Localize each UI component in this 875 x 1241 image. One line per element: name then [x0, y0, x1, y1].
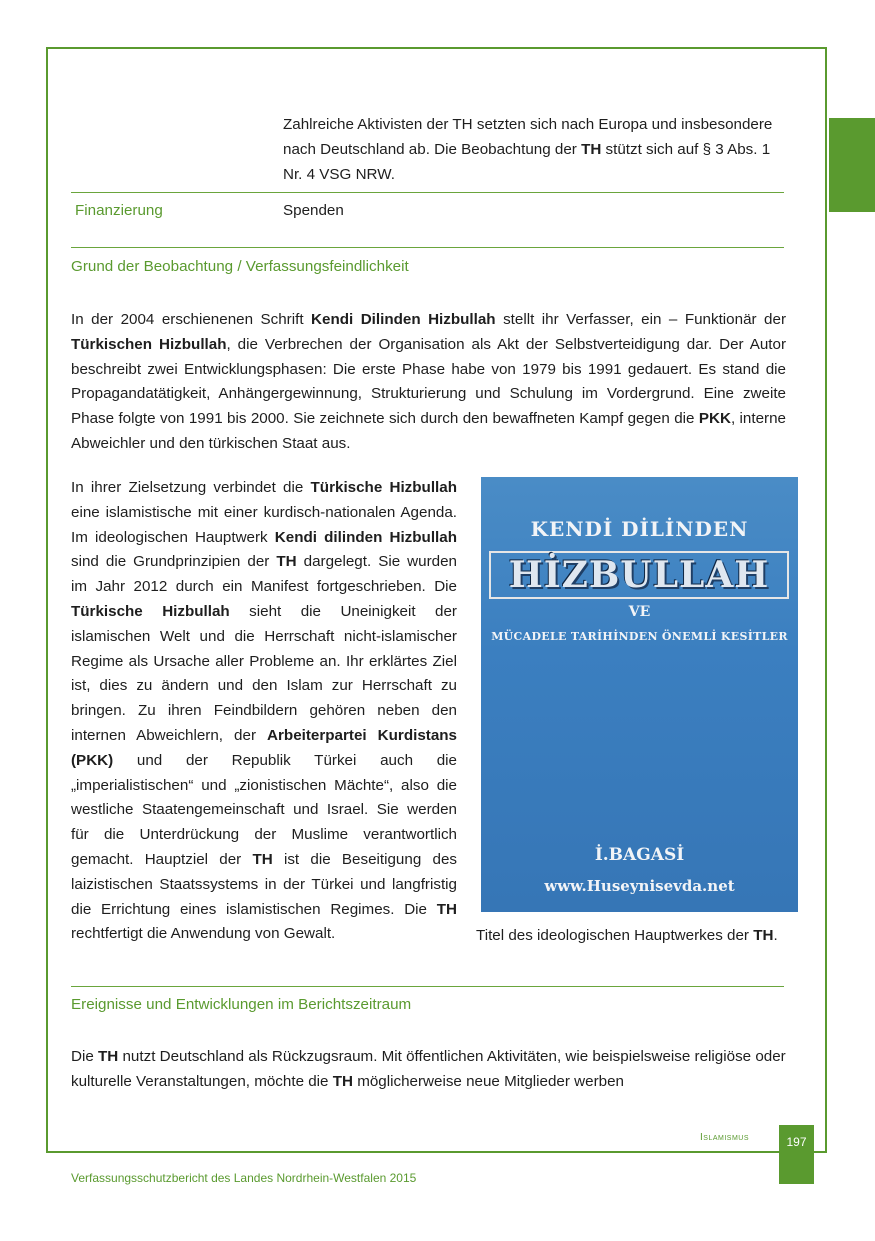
- bold-run: Kendi dilinden Hizbullah: [274, 528, 457, 546]
- text-run: Die: [71, 1048, 99, 1065]
- text-run: nutzt Deutschland als Rückzugsraum. Mit öffentlichen Aktivitäten, wie beispielsweise religiöse oder kulturelle Veranstaltungen, möchte die: [71, 1048, 786, 1090]
- section-heading-observation: Grund der Beobachtung / Verfassungsfeindlichkeit: [71, 258, 409, 275]
- bold-run: Türkische Hizbullah: [71, 602, 230, 620]
- text-run: .: [773, 927, 778, 944]
- bold-run: TH: [252, 850, 273, 868]
- divider: [71, 192, 784, 193]
- cover-title-box: [489, 551, 789, 599]
- paragraph-objectives: [71, 476, 457, 947]
- text-run: dargelegt. Sie wurden im Jahr 2012 durch ein Manifest fortgeschrieben. Die: [71, 553, 457, 596]
- intro-text-end: stützt sich auf § 3 Abs. 1 Nr. 4 VSG NRW.: [283, 140, 771, 183]
- text-run: , die Verbrechen der Organisation als Akt der Selbstverteidigung dar. Der Autor beschreibt zwei Entwicklungsphasen: Die erste Phase habe von 1979 bis 1991 gedauert. Es stand die Propagandatätigkeit, Anhängergewinnung, Strukturierung und Schulung im Vordergrund. Eine zweite Phase folgte von 1991 bis 2000. Sie zeichnete sich durch den bewaffneten Kampf gegen die: [71, 335, 786, 428]
- text-run: eine islamistische mit einer kurdisch-nationalen Agenda. Im ideologischen Hauptwerk: [71, 503, 457, 546]
- divider: [71, 986, 784, 987]
- text-run: Titel des ideologischen Hauptwerkes der: [476, 927, 754, 944]
- bold-run: TH: [436, 900, 457, 918]
- cover-title-main: HİZBULLAH: [508, 554, 770, 596]
- cover-subtitle: MÜCADELE TARİHİNDEN ÖNEMLİ KESİTLER: [491, 630, 788, 643]
- bold-run: Kendi Dilinden Hizbullah: [311, 311, 496, 328]
- image-caption: [476, 924, 796, 949]
- cover-subtitle-ve: VE: [628, 604, 651, 620]
- bold-run: TH: [332, 1072, 353, 1090]
- bold-run: Arbeiterpartei Kurdistans (PKK): [71, 726, 457, 769]
- bold-run: Türkische Hizbullah: [310, 479, 457, 496]
- financing-value: Spenden: [283, 202, 344, 219]
- text-run: möglicherweise neue Mitglieder werben: [352, 1072, 624, 1090]
- divider: [71, 247, 784, 248]
- section-heading-events: Ereignisse und Entwicklungen im Berichtszeitraum: [71, 996, 412, 1013]
- intro-paragraph: [283, 113, 793, 187]
- text-run: sind die Grundprinzipien der: [71, 553, 277, 571]
- paragraph-events: [71, 1045, 786, 1095]
- intro-bold-th: TH: [581, 140, 602, 158]
- text-run: In der 2004 erschienenen Schrift: [71, 311, 312, 328]
- text-run: sieht die Uneinigkeit der islamischen Welt und die Herrschaft nicht-islamischer Regime als Ursache aller Probleme an. Ihr erklärtes Ziel ist, dies zu ändern und den Islam zur Herrschaft zu bringen. Zu ihren Feindbildern gehören neben den internen Abweichlern, der: [71, 602, 457, 744]
- chapter-tab-marker: [829, 118, 875, 212]
- bold-run: Türkischen Hizbullah: [71, 335, 227, 353]
- text-run: In ihrer Zielsetzung verbindet die: [71, 479, 311, 496]
- book-cover-image: [481, 477, 798, 912]
- text-run: und der Republik Türkei auch die „imperialistischen“ und „zionistischen Mächte“, also die westliche Staatengemeinschaft und Israel. Sie werden für die Unterdrückung der Muslime verantwortlich gemacht. Hauptziel der: [71, 751, 457, 868]
- text-run: ist die Beseitigung des laizistischen Staatssystems in der Türkei und langfristig die Errichtung eines islamistischen Regimes. Die: [71, 850, 457, 918]
- bold-run: TH: [753, 927, 774, 944]
- bold-run: PKK: [698, 410, 731, 428]
- text-run: , interne Abweichler und den türkischen Staat aus.: [71, 410, 786, 452]
- bold-run: TH: [98, 1048, 119, 1065]
- footer-category: Islamismus: [700, 1132, 750, 1143]
- financing-label: Finanzierung: [75, 202, 163, 219]
- footer-report-title: Verfassungsschutzbericht des Landes Nordrhein-Westfalen 2015: [71, 1171, 417, 1185]
- paragraph-observation: [71, 308, 786, 457]
- cover-author: İ.BAGASİ: [594, 845, 685, 865]
- cover-website: www.Huseynisevda.net: [544, 877, 735, 895]
- intro-text: Zahlreiche Aktivisten der TH setzten sich nach Europa und insbesondere nach Deutschland ab. Die Beobachtung der: [283, 116, 773, 158]
- text-run: rechtfertigt die Anwendung von Gewalt.: [71, 925, 336, 943]
- text-run: stellt ihr Verfasser, ein – Funktionär der: [495, 311, 787, 328]
- bold-run: TH: [276, 553, 297, 571]
- page-number: 197: [779, 1125, 814, 1184]
- cover-title-line1: KENDİ DİLİNDEN: [530, 517, 749, 541]
